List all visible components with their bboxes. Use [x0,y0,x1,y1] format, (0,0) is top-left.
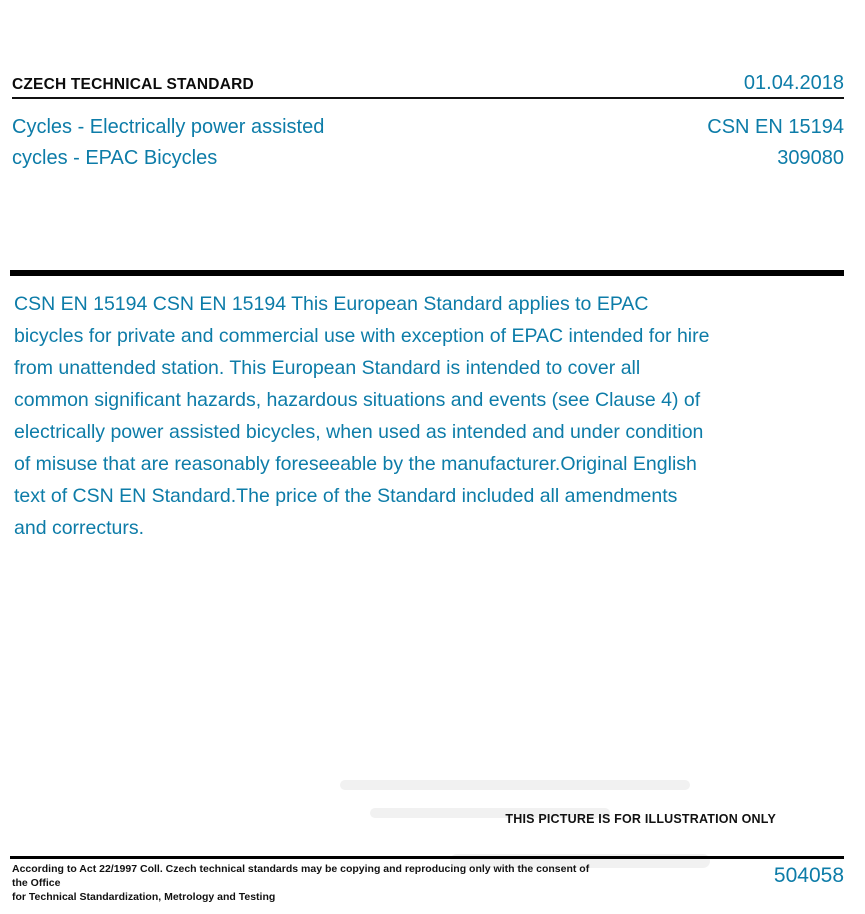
footer-legal-note [12,862,592,904]
document-title [12,112,324,174]
footer-divider [10,856,844,859]
document-code: 504058 [773,864,844,887]
title-block [12,112,844,174]
footer-legal-note-line-1: According to Act 22/1997 Coll. Czech technical standards may be copying and reproducing only with the consent of the Office [12,863,590,889]
standard-number-line-2: 309080 [777,147,844,169]
illustration-shape-1 [340,780,690,790]
document-title-line-1: Cycles - Electrically power assisted [12,116,325,138]
footer-legal-note-line-2: for Technical Standardization, Metrology and Testing [12,891,276,903]
document-kind-label: CZECH TECHNICAL STANDARD [12,76,254,93]
section-divider [10,270,844,276]
document-date: 01.04.2018 [743,72,844,94]
illustration-note: THIS PICTURE IS FOR ILLUSTRATION ONLY [505,812,776,826]
standard-number [707,112,844,174]
abstract-text: CSN EN 15194 CSN EN 15194 This European Standard applies to EPAC bicycles for private and commercial use with exception of EPAC intended for hire from unattended station. This European Standard is intended to cover all common significant hazards, hazardous situations and events (see Clause 4) of electrically power assisted bicycles, when used as intended and under condition of misuse that are reasonably foreseeable by the manufacturer.Original English text of CSN EN Standard.The price of the Standard included all amendments and correcturs. [14,293,710,539]
header-row [12,72,844,95]
header-divider [12,97,844,99]
document-title-line-2: cycles - EPAC Bicycles [12,147,218,169]
footer-row [12,862,844,904]
standard-number-line-1: CSN EN 15194 [707,116,844,138]
